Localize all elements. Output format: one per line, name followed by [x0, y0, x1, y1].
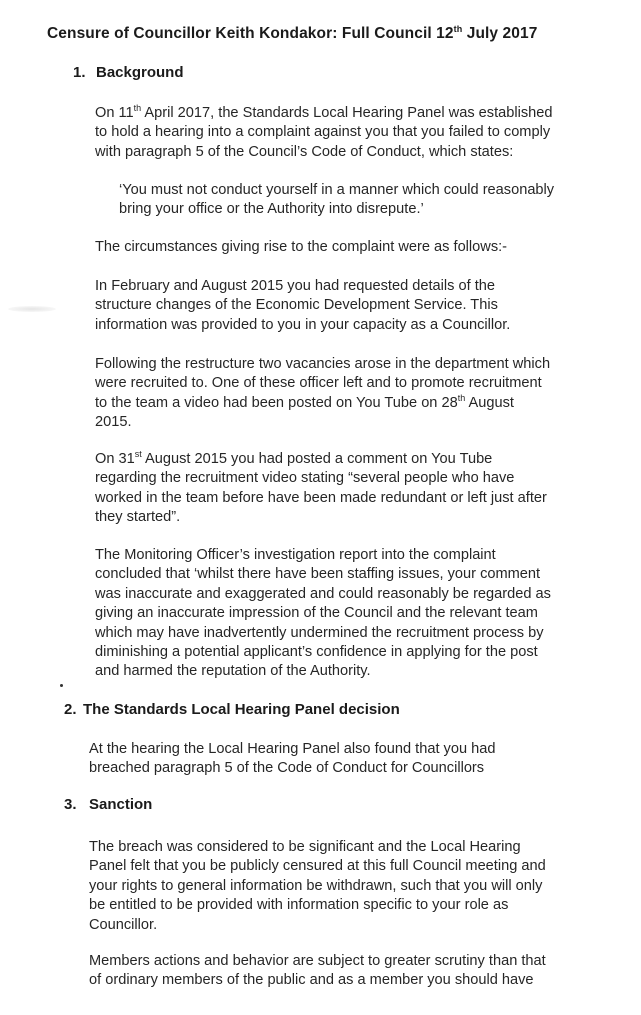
- stray-dot-mark: [60, 684, 63, 687]
- code-of-conduct-quote: ‘You must not conduct yourself in a manner which could reasonably bring your office or the Authority into disrepute.’: [119, 182, 555, 218]
- section-heading-background: 1. Background: [73, 64, 184, 81]
- background-paragraph-4: Following the restructure two vacancies arose in the department which were recruited to. One of these officer left and to promote recruitment to the team a video had been posted on You Tube on 28th August 2015.: [95, 356, 551, 431]
- background-paragraph-5: On 31st August 2015 you had posted a comment on You Tube regarding the recruitment video stating “several people who have worked in the team before have been made redundant or left just after they started”.: [95, 449, 547, 526]
- decision-paragraph: At the hearing the Local Hearing Panel also found that you had breached paragraph 5 of the Code of Conduct for Councillors: [89, 741, 496, 777]
- background-paragraph-2: The circumstances giving rise to the complaint were as follows:-: [95, 239, 508, 255]
- background-paragraph-1: On 11th April 2017, the Standards Local Hearing Panel was established to hold a hearing into a complaint against you that you failed to comply with paragraph 5 of the Council’s Code of Conduct, which states:: [95, 103, 553, 160]
- scan-smudge: [8, 306, 56, 312]
- sanction-paragraph-1: The breach was considered to be significant and the Local Hearing Panel felt that you be publicly censured at this full Council meeting and your rights to general information be withdrawn, such that you will only be entitled to be provided with information specific to your role as Councillor.: [89, 839, 546, 933]
- background-paragraph-6: The Monitoring Officer’s investigation report into the complaint concluded that ‘whilst there have been staffing issues, your comment was inaccurate and exaggerated and could reasonably be regarded as giving an inaccurate impression of the Council and the relevant team which may have inadvertently undermined the recruitment process by diminishing a potential applicant’s confidence in applying for the post and harmed the reputation of the Authority.: [95, 547, 551, 680]
- document-title: Censure of Councillor Keith Kondakor: Full Council 12th July 2017: [47, 24, 538, 42]
- sanction-paragraph-2: Members actions and behavior are subject to greater scrutiny than that of ordinary members of the public and as a member you should have: [89, 953, 546, 989]
- background-paragraph-3: In February and August 2015 you had requested details of the structure changes of the Economic Development Service. This information was provided to you in your capacity as a Councillor.: [95, 278, 511, 333]
- section-heading-sanction: 3. Sanction: [64, 796, 153, 813]
- section-heading-decision: 2. The Standards Local Hearing Panel decision: [64, 701, 400, 718]
